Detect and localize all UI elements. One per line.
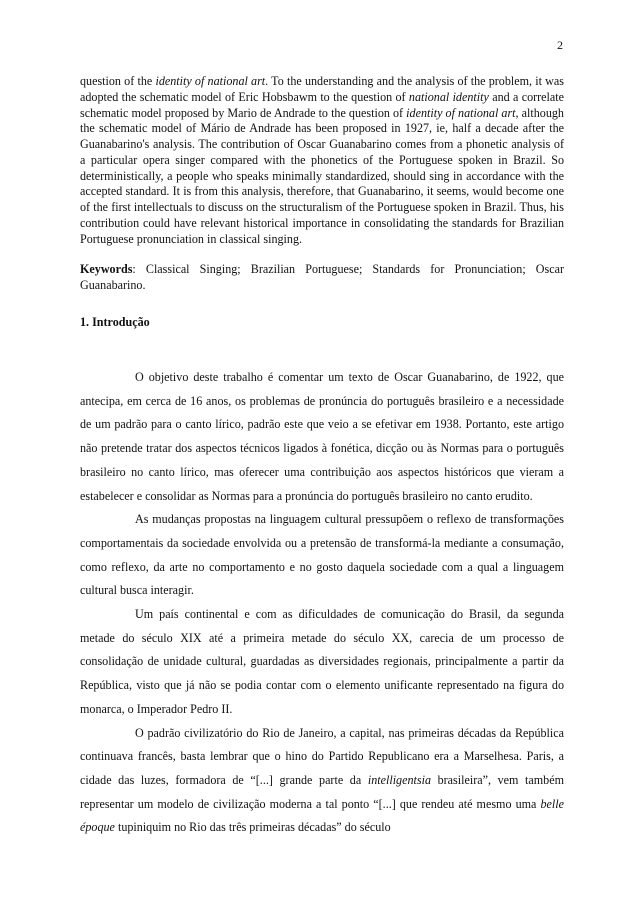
body-text-run: O padrão civilizatório do Rio de Janeiro, a capital, nas primeiras décadas da República continuava francês, basta lembrar que o hino do Partido Republicano era a Marselhesa. Paris, a cidade das luzes, formadora de “[...] grande parte da: [80, 725, 564, 787]
body-paragraph: O objetivo deste trabalho é comentar um texto de Oscar Guanabarino, de 1922, que antecipa, em cerca de 16 anos, os problemas de pronúncia do português brasileiro e a necessidade de um padrão para o canto lírico, padrão este que veio a se efetivar em 1938. Portanto, este artigo não pretende tratar dos aspectos técnicos ligados à fonética, dicção ou às Normas para o português brasileiro no canto lírico, mas oferecer uma contribuição aos aspectos históricos que vieram a estabelecer e consolidar as Normas para a pronúncia do português brasileiro no canto erudito.: [80, 370, 564, 503]
abstract-emphasis: identity of national art: [155, 74, 266, 88]
abstract-text: , although the schematic model of Mário de Andrade has been proposed in 1927, ie, half a decade after the Guanabarino's analysis. The contribution of Oscar Guanabarino comes from a phonetic analysis of a particular opera singer compared with the phonetics of the Portuguese spoken in Brazil. So deterministically, a people who speaks minimally standardized, should sing in accordance with the accepted standard. It is from this analysis, therefore, that Guanabarino, it seems, would become one of the first intellectuals to discuss on the structuralism of the Portuguese spoken in Brazil. Thus, his contribution could have relevant historical importance in consolidating the standards for Brazilian Portuguese pronunciation in classical singing.: [80, 105, 564, 246]
keywords-label: Keywords: [80, 262, 133, 276]
body-emphasis: belle époque: [80, 796, 564, 835]
abstract-text: and a correlate schematic model proposed by Mario de Andrade to the question of: [80, 89, 564, 120]
body-text-run: tupiniquim no Rio das três primeiras décadas” do século: [114, 820, 391, 835]
body-paragraph: As mudanças propostas na linguagem cultural pressupõem o reflexo de transformações comportamentais da sociedade envolvida ou a pretensão de transformá-la mediante a consumação, como reflexo, da arte no comportamento e no gosto daquela sociedade com a qual a linguagem cultural busca interagir.: [80, 512, 564, 598]
abstract-emphasis: identity of national art: [406, 105, 516, 120]
body-paragraph: [80, 722, 564, 841]
abstract-emphasis: national identity: [408, 89, 489, 104]
keywords-text: : Classical Singing; Brazilian Portuguese; Standards for Pronunciation; Oscar Guanabarino.: [80, 262, 564, 292]
section-title: 1. Introdução: [80, 315, 150, 329]
body-emphasis: intelligentsia: [367, 772, 431, 787]
body-text-run: brasileira”, vem também representar um modelo de civilização moderna a tal ponto “[...] que rendeu até mesmo uma: [80, 772, 565, 811]
abstract-paragraph: [80, 74, 564, 247]
abstract-text: . To the understanding and the analysis of the problem, it was adopted the schematic model of Eric Hobsbawm to the question of: [80, 74, 564, 104]
page-number: 2: [557, 38, 563, 52]
body-text: [80, 366, 564, 840]
abstract-text: question of the: [80, 74, 156, 88]
body-paragraph: Um país continental e com as dificuldades de comunicação do Brasil, da segunda metade do século XIX até a primeira metade do século XX, carecia de um processo de consolidação de unidade cultural, guardadas as diversidades regionais, principalmente a partir da República, visto que já não se podia contar com o elemento unificante representado na figura do monarca, o Imperador Pedro II.: [80, 607, 564, 716]
keywords-paragraph: [80, 261, 564, 293]
